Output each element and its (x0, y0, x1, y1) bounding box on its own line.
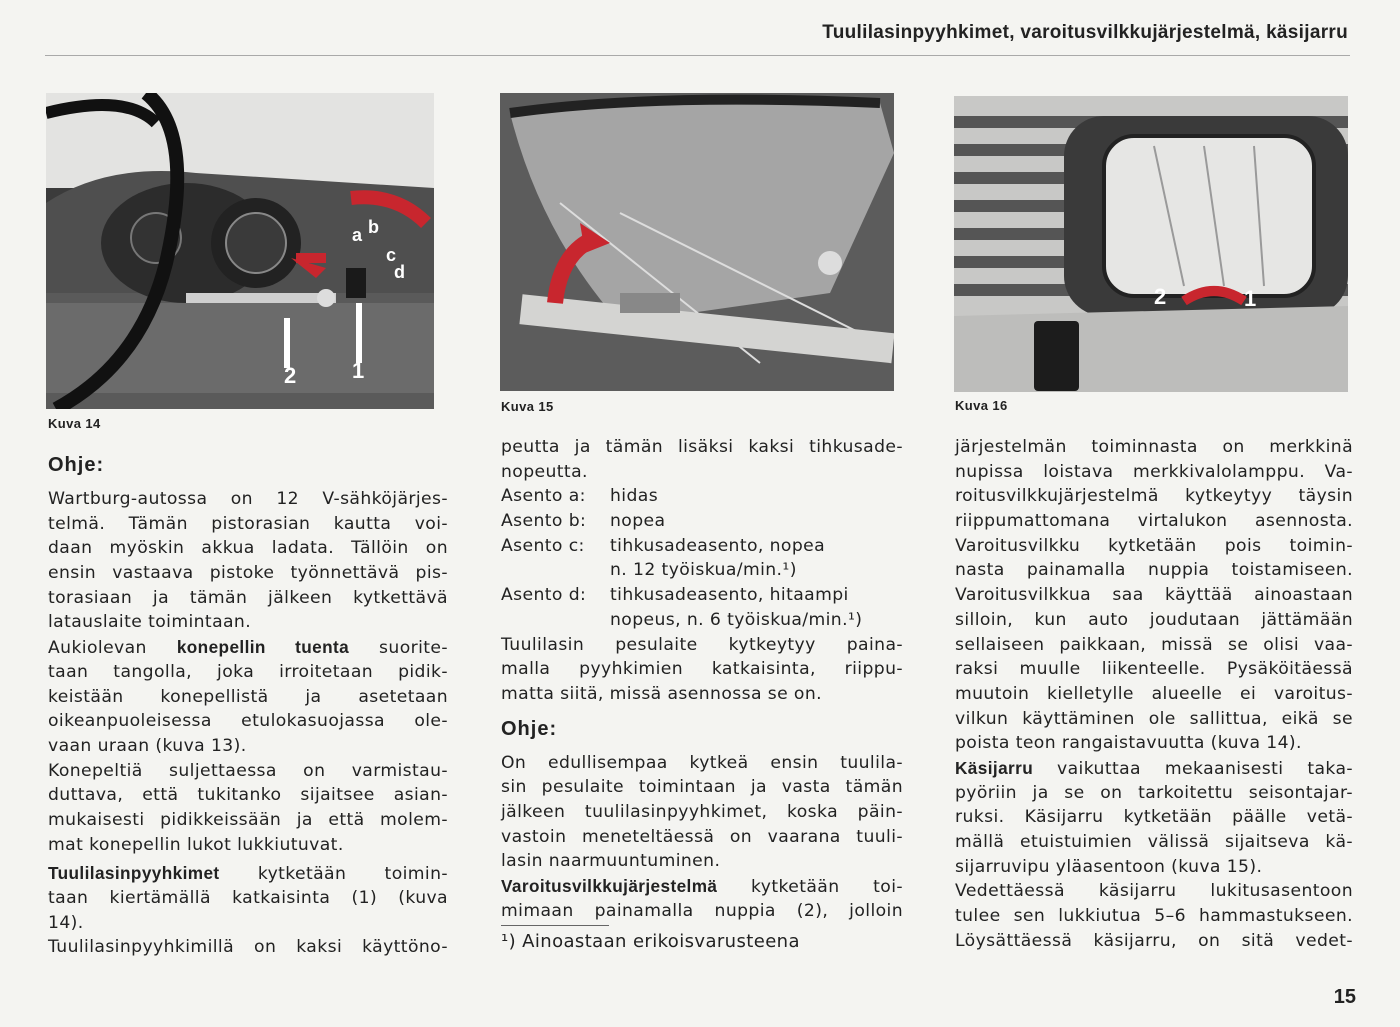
text-line: ensin vastaava pistoke työnnettävä pis- (48, 563, 448, 584)
figure-16-caption: Kuva 16 (955, 398, 1008, 413)
text-line: mimaan painamalla nuppia (2), jolloin (501, 900, 903, 921)
text-line: malla pyyhkimien katkaisinta, riippu- (501, 659, 903, 680)
text-line: taan tangolla, joka irroitetaan pidik- (48, 661, 448, 682)
column-2 (501, 435, 903, 923)
setting-key: Asento a: (501, 486, 586, 507)
setting-key: Asento d: (501, 585, 587, 606)
text-line: sin pesulaite toimintaan ja vasta tämän (501, 777, 903, 798)
text-line: Vedettäessä käsijarru lukitusasentoon (955, 881, 1353, 902)
setting-row (501, 583, 903, 632)
heading-ohje: Ohje: (48, 454, 105, 476)
setting-row (501, 509, 903, 534)
text-line: Varoitusvilkkujärjestelmä kytketään toi- (501, 876, 903, 897)
figure-14-label-b: b (368, 217, 379, 237)
text-line: Wartburg-autossa on 12 V-sähköjärjes- (48, 489, 448, 509)
text-line: keistään konepellistä ja asetetaan (48, 686, 448, 707)
bold-term: konepellin tuenta (176, 637, 350, 658)
text-line: vaan uraan (kuva 13). (48, 735, 247, 756)
text-line: daan myöskin akkua ladata. Tällöin on (48, 538, 448, 559)
text-line: 14). (48, 912, 84, 933)
figure-15-caption: Kuva 15 (501, 399, 554, 414)
text-line: roitusvilkkujärjestelmä kytkeytyy täysin (955, 486, 1353, 507)
text-line: Tuulilasinpyyhkimillä on kaksi käyttöno- (48, 937, 448, 958)
text-line: nasta painamalla nuppia toistamiseen. (955, 560, 1353, 581)
figure-14-label-c: c (386, 245, 397, 265)
text-line: mällä etuistuimien välissä sijaitseva kä- (955, 832, 1353, 852)
text-line: vastoin meneteltäessä on vaarana tuuli- (501, 826, 903, 847)
text-line: mukaisesti pidikkeissään ja että molem- (48, 809, 448, 830)
figure-16-label-2: 2 (1154, 284, 1167, 309)
text-line: mat konepellin lukot lukkiutuvat. (48, 834, 344, 855)
text-line: silloin, kun auto joudutaan jättämään (955, 609, 1353, 630)
text-line: raksi muulle liikenteelle. Pysäköitäessä (955, 659, 1353, 680)
setting-value: nopeus, n. 6 työiskua/min.¹) (610, 609, 863, 630)
setting-value: hidas (610, 486, 659, 507)
column-3 (955, 435, 1353, 953)
figure-14-caption: Kuva 14 (48, 416, 101, 431)
setting-value: n. 12 työiskua/min.¹) (610, 560, 797, 581)
text-line: telmä. Tämän pistorasian kautta voi- (48, 513, 448, 534)
footnote-rule (501, 925, 609, 926)
text-line: Aukiolevan konepellin tuenta suorite- (48, 637, 448, 659)
text-line: pyöriin ja se on tarkoitettu seisontajar- (955, 782, 1353, 803)
text-line: ruksi. Käsijarru kytketään päälle vetä- (955, 807, 1353, 828)
text-line: oikeanpuoleisessa etulokasuojassa ole- (48, 711, 448, 732)
text-line: nopeutta. (501, 461, 588, 482)
heading-ohje: Ohje: (501, 717, 558, 740)
text-line: Tuulilasinpyyhkimet kytketään toimin- (48, 863, 448, 885)
setting-value: tihkusadeasento, nopea (610, 535, 826, 556)
text-line: duttava, että tukitanko sijaitsee asian- (48, 785, 448, 806)
text-line: sijarruvipu yläasentoon (kuva 15). (955, 856, 1263, 877)
setting-value: nopea (610, 511, 666, 532)
text-line: tulee sen lukkiutua 5–6 hammastukseen. (955, 906, 1353, 927)
column-1 (48, 443, 448, 960)
setting-value: tihkusadeasento, hitaampi (610, 585, 849, 606)
text-line: taan kiertämällä katkaisinta (1) (kuva (48, 888, 448, 908)
text-line: peutta ja tämän lisäksi kaksi tihkusade- (501, 437, 903, 457)
text-line: nupissa loistava merkkivalolamppu. Va- (955, 461, 1353, 482)
text-line: Konepeltiä suljettaessa on varmistau- (48, 760, 448, 781)
figure-16-label-1: 1 (1244, 286, 1257, 311)
bold-term: Käsijarru (955, 757, 1034, 778)
text-line: vilkun käyttäminen ole sallittua, eikä se (955, 708, 1353, 729)
text-line: On edullisempaa kytkeä ensin tuulila- (501, 752, 903, 773)
text-line: Löysättäessä käsijarru, on sitä vedet- (955, 930, 1353, 951)
figure-14-label-a: a (352, 225, 363, 245)
text-line: jälkeen tuulilasinpyyhkimet, koska päin- (501, 801, 903, 822)
text-line: riippumattomana virtalukon asennosta. (955, 511, 1353, 532)
text-line: muutoin kielletylle alueelle ei varoitus- (955, 683, 1353, 704)
text-line: järjestelmän toiminnasta on merkkinä (955, 437, 1353, 457)
setting-row (501, 484, 903, 509)
running-header: Tuulilasinpyyhkimet, varoitusvilkkujärjestelmä, käsijarru (822, 22, 1348, 43)
text-line: sellaiseen paikkaan, missä se olisi vaa- (955, 634, 1353, 655)
text-line: Käsijarru vaikuttaa mekaanisesti taka- (955, 757, 1353, 779)
text-line: matta siitä, missä asennossa se on. (501, 683, 823, 704)
text-line: latauslaite toimintaan. (48, 612, 252, 633)
setting-key: Asento c: (501, 535, 585, 556)
footnote: ¹) Ainoastaan erikoisvarusteena (501, 931, 800, 952)
page-number: 15 (1333, 986, 1356, 1008)
text-line: Tuulilasin pesulaite kytkeytyy paina- (501, 634, 903, 655)
text-line: Varoitusvilkku kytketään pois toimin- (955, 535, 1353, 556)
setting-row (501, 534, 903, 583)
figure-16-hazard-light-photo (954, 96, 1348, 392)
figure-14-label-1: 1 (352, 358, 365, 383)
text-line: torasiaan ja tämän jälkeen kytkettävä (48, 587, 448, 608)
header-rule (45, 55, 1350, 56)
text-line: Varoitusvilkkua saa käyttää ainoastaan (955, 585, 1353, 606)
bold-term: Varoitusvilkkujärjestelmä (501, 876, 718, 896)
figure-15-handbrake-photo (500, 93, 894, 391)
figure-14-dashboard-photo (46, 93, 434, 409)
text-line: poista teon rangaistavuutta (kuva 14). (955, 733, 1302, 754)
figure-14-label-2: 2 (284, 363, 297, 388)
setting-key: Asento b: (501, 511, 587, 532)
text-line: lasin naarmuuntuminen. (501, 851, 721, 872)
bold-term: Tuulilasinpyyhkimet (48, 863, 220, 884)
figure-14-label-d: d (394, 262, 405, 282)
